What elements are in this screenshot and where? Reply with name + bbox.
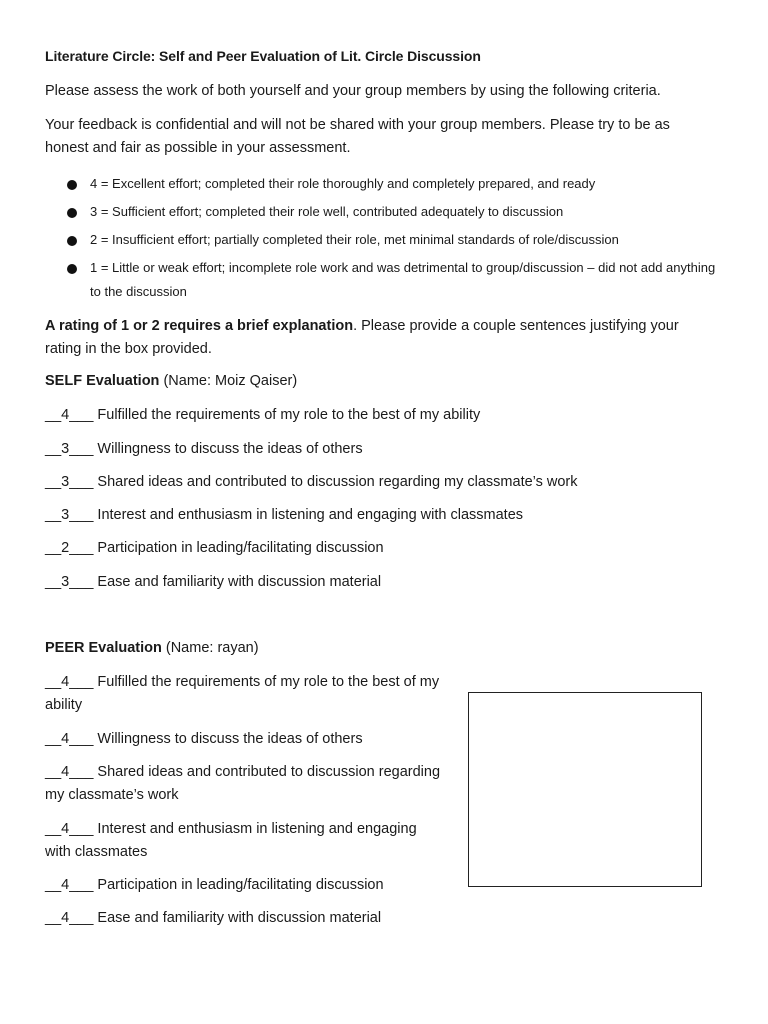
peer-score: __4___ xyxy=(45,731,94,747)
self-item: __3___ Willingness to discuss the ideas of others xyxy=(45,441,363,457)
peer-score: __4___ xyxy=(45,674,94,690)
criteria-item: 1 = Little or weak effort; incomplete role work and was detrimental to group/discussion – did not add anything to the discussion xyxy=(67,256,727,304)
self-item: __4___ Fulfilled the requirements of my role to the best of my ability xyxy=(45,407,481,423)
document-title: Literature Circle: Self and Peer Evaluation of Lit. Circle Discussion xyxy=(45,48,481,64)
bullet-icon xyxy=(67,208,77,218)
criteria-item: 2 = Insufficient effort; partially completed their role, met minimal standards of role/discussion xyxy=(67,228,727,252)
self-item: __3___ Shared ideas and contributed to discussion regarding my classmate’s work xyxy=(45,474,578,490)
intro-paragraph: Please assess the work of both yourself and your group members by using the following criteria. xyxy=(45,83,661,99)
self-name: Moiz Qaiser xyxy=(215,373,293,389)
self-score: __3___ xyxy=(45,507,94,523)
self-score: __3___ xyxy=(45,574,94,590)
criteria-item: 3 = Sufficient effort; completed their role well, contributed adequately to discussion xyxy=(67,200,727,224)
peer-item: __4___ Fulfilled the requirements of my role to the best of my ability xyxy=(45,674,440,713)
peer-item: __4___ Interest and enthusiasm in listening and engaging with classmates xyxy=(45,821,417,860)
self-score: __4___ xyxy=(45,407,94,423)
criteria-list xyxy=(67,172,727,308)
peer-score: __4___ xyxy=(45,910,94,926)
peer-item: __4___ Shared ideas and contributed to discussion regarding my classmate’s work xyxy=(45,764,441,803)
self-score: __2___ xyxy=(45,540,94,556)
self-item: __3___ Ease and familiarity with discussion material xyxy=(45,574,382,590)
self-item: __2___ Participation in leading/facilitating discussion xyxy=(45,540,384,556)
explanation-note-bold: A rating of 1 or 2 requires a brief explanation xyxy=(45,318,354,334)
peer-name: rayan xyxy=(217,640,254,656)
explanation-box[interactable] xyxy=(468,692,702,887)
bullet-icon xyxy=(67,236,77,246)
peer-item: __4___ Participation in leading/facilitating discussion xyxy=(45,877,384,893)
peer-score: __4___ xyxy=(45,877,94,893)
peer-score: __4___ xyxy=(45,764,94,780)
self-item: __3___ Interest and enthusiasm in listening and engaging with classmates xyxy=(45,507,524,523)
bullet-icon xyxy=(67,264,77,274)
self-score: __3___ xyxy=(45,441,94,457)
peer-item: __4___ Willingness to discuss the ideas of others xyxy=(45,731,363,747)
self-score: __3___ xyxy=(45,474,94,490)
bullet-icon xyxy=(67,180,77,190)
peer-item: __4___ Ease and familiarity with discussion material xyxy=(45,910,382,926)
self-evaluation-heading: SELF Evaluation (Name: Moiz Qaiser) xyxy=(45,373,298,389)
peer-evaluation-heading: PEER Evaluation (Name: rayan) xyxy=(45,640,259,656)
confidentiality-paragraph: Your feedback is confidential and will not be shared with your group members. Please try to be as honest and fair as possible in your assessment. xyxy=(45,117,670,156)
criteria-item: 4 = Excellent effort; completed their role thoroughly and completely prepared, and ready xyxy=(67,172,727,196)
explanation-note: A rating of 1 or 2 requires a brief explanation. Please provide a couple sentences justifying your rating in the box provided. xyxy=(45,318,679,357)
peer-score: __4___ xyxy=(45,821,94,837)
